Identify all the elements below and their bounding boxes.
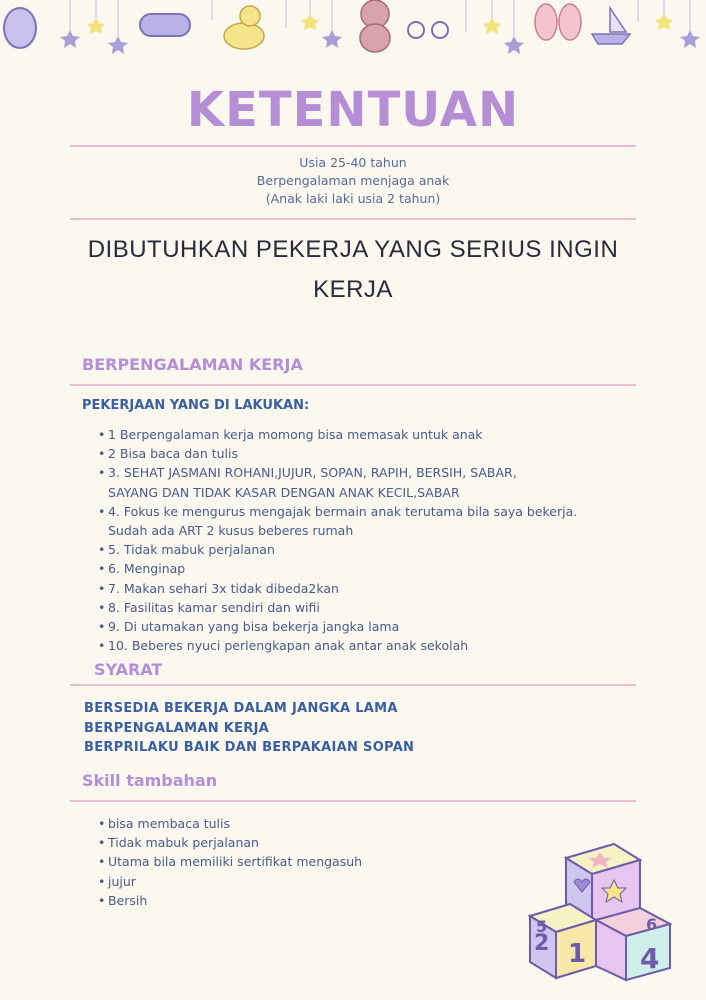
list-item-continuation: Sudah ada ART 2 kusus beberes rumah: [108, 523, 354, 539]
divider: [70, 800, 636, 802]
divider: [70, 145, 636, 147]
list-item: • 10. Beberes nyuci perlengkapan anak antar anak sekolah: [98, 636, 658, 655]
requirement-experience: Berpengalaman menjaga anak: [256, 173, 450, 188]
toy-blocks-illustration: [522, 838, 692, 988]
block-number: 5: [536, 917, 548, 936]
block-number: 2: [534, 931, 550, 956]
list-item: • 7. Makan sehari 3x tidak dibeda2kan: [98, 579, 658, 598]
list-item: • jujur: [98, 872, 498, 891]
list-item: • 6. Menginap: [98, 559, 658, 578]
requirement-child-note: (Anak laki laki usia 2 tahun): [265, 191, 441, 206]
list-item: • Utama bila memiliki sertifikat mengasuh: [98, 852, 498, 871]
baby-mobile-decoration: [0, 0, 706, 60]
headline-line-2: KERJA: [313, 276, 393, 303]
list-item: • 9. Di utamakan yang bisa bekerja jangka lama: [98, 617, 658, 636]
requirement-age: Usia 25-40 tahun: [299, 155, 407, 170]
divider: [70, 684, 636, 686]
syarat-list: [84, 699, 414, 758]
block-number: 4: [640, 942, 660, 975]
list-item: • Tidak mabuk perjalanan: [98, 833, 498, 852]
block-number: 6: [646, 915, 658, 934]
block-number: 1: [568, 939, 587, 969]
list-item: • 8. Fasilitas kamar sendiri dan wifii: [98, 598, 658, 617]
syarat-line: BERPRILAKU BAIK DAN BERPAKAIAN SOPAN: [84, 740, 415, 755]
syarat-section-title: SYARAT: [94, 660, 163, 679]
list-item: • 5. Tidak mabuk perjalanan: [98, 540, 658, 559]
page-title: KETENTUAN: [186, 82, 520, 138]
tasks-subtitle: PEKERJAAN YANG DI LAKUKAN:: [82, 398, 310, 413]
skills-list: [98, 814, 498, 910]
requirements-block: [0, 154, 706, 208]
list-item: • 1 Berpengalaman kerja momong bisa memasak untuk anak: [98, 425, 658, 444]
syarat-line: BERSEDIA BEKERJA DALAM JANGKA LAMA: [84, 701, 398, 716]
experience-section-title: BERPENGALAMAN KERJA: [82, 355, 303, 374]
divider: [70, 218, 636, 220]
divider: [70, 384, 636, 386]
list-item: • bisa membaca tulis: [98, 814, 498, 833]
headline-line-1: DIBUTUHKAN PEKERJA YANG SERIUS INGIN: [87, 236, 619, 263]
list-item-continuation: SAYANG DAN TIDAK KASAR DENGAN ANAK KECIL,SABAR: [108, 484, 460, 500]
tasks-list: [98, 425, 658, 655]
syarat-line: BERPENGALAMAN KERJA: [84, 720, 270, 736]
list-item: • 4. Fokus ke mengurus mengajak bermain anak terutama bila saya bekerja.: [98, 502, 658, 521]
list-item: • Bersih: [98, 891, 498, 910]
list-item: • 2 Bisa baca dan tulis: [98, 444, 658, 463]
headline: [0, 230, 706, 310]
skills-section-title: Skill tambahan: [82, 771, 218, 790]
list-item: • 3. SEHAT JASMANI ROHANI,JUJUR, SOPAN, RAPIH, BERSIH, SABAR,: [98, 463, 658, 482]
